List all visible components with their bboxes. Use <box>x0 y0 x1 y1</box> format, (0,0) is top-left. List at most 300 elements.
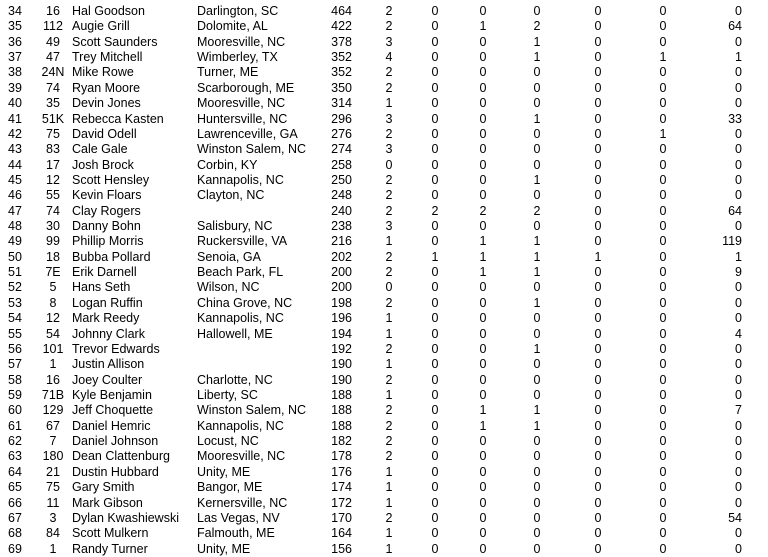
points-cell: 276 <box>331 126 352 141</box>
car-number-cell: 1 <box>49 357 57 372</box>
points-cell: 198 <box>331 295 352 310</box>
hometown-cell: Locust, NC <box>197 434 259 449</box>
poles-cell: 0 <box>594 526 602 541</box>
laps-led-cell: 4 <box>735 326 742 341</box>
points-cell: 176 <box>331 464 352 479</box>
laps-led-cell: 0 <box>735 96 742 111</box>
car-number-cell: 129 <box>42 403 64 418</box>
hometown-cell: Huntersville, NC <box>197 111 288 126</box>
hometown-cell: Wilson, NC <box>197 280 260 295</box>
wins-cell: 0 <box>431 65 439 80</box>
stat-cell: 1 <box>659 126 667 141</box>
car-number-cell: 12 <box>46 311 60 326</box>
top-10-cell: 0 <box>533 219 541 234</box>
car-number-cell: 75 <box>46 126 60 141</box>
top-10-cell: 1 <box>533 50 541 65</box>
starts-cell: 1 <box>385 357 393 372</box>
position-cell: 68 <box>8 526 22 541</box>
driver-name-cell: Mark Reedy <box>72 311 140 326</box>
driver-name-cell: Logan Ruffin <box>72 295 143 310</box>
driver-name-cell: Mike Rowe <box>72 65 134 80</box>
poles-cell: 0 <box>594 495 602 510</box>
laps-led-cell: 64 <box>728 203 742 218</box>
hometown-cell: Darlington, SC <box>197 4 279 18</box>
top-5-cell: 1 <box>479 234 487 249</box>
table-row <box>0 542 768 557</box>
wins-cell: 0 <box>431 172 439 187</box>
top-10-cell: 2 <box>533 19 541 34</box>
top-5-cell: 0 <box>479 464 487 479</box>
poles-cell: 0 <box>594 403 602 418</box>
points-cell: 200 <box>331 280 352 295</box>
stat-cell: 0 <box>659 65 667 80</box>
top-5-cell: 0 <box>479 295 487 310</box>
top-10-cell: 1 <box>533 265 541 280</box>
driver-name-cell: Daniel Hemric <box>72 418 151 433</box>
top-5-cell: 0 <box>479 280 487 295</box>
points-cell: 350 <box>331 80 352 95</box>
driver-name-cell: Scott Hensley <box>72 172 150 187</box>
points-cell: 258 <box>331 157 352 172</box>
stat-cell: 0 <box>659 80 667 95</box>
laps-led-cell: 54 <box>728 510 742 525</box>
table-row <box>0 357 768 372</box>
stat-cell: 0 <box>659 418 667 433</box>
driver-name-cell: Dean Clattenburg <box>72 449 170 464</box>
car-number-cell: 8 <box>49 295 57 310</box>
starts-cell: 2 <box>385 172 393 187</box>
stat-cell: 0 <box>659 280 667 295</box>
poles-cell: 0 <box>594 111 602 126</box>
position-cell: 67 <box>8 510 22 525</box>
stat-cell: 0 <box>659 19 667 34</box>
driver-name-cell: Hans Seth <box>72 280 131 295</box>
table-row <box>0 434 768 449</box>
wins-cell: 0 <box>431 526 439 541</box>
wins-cell: 0 <box>431 19 439 34</box>
table-row <box>0 81 768 96</box>
driver-name-cell: Augie Grill <box>72 19 130 34</box>
top-5-cell: 0 <box>479 311 487 326</box>
position-cell: 63 <box>8 449 22 464</box>
starts-cell: 2 <box>385 249 393 264</box>
points-cell: 188 <box>331 403 352 418</box>
starts-cell: 3 <box>385 142 393 157</box>
driver-name-cell: Josh Brock <box>72 157 134 172</box>
stat-cell: 0 <box>659 510 667 525</box>
points-cell: 216 <box>331 234 352 249</box>
hometown-cell: Mooresville, NC <box>197 34 286 49</box>
top-5-cell: 1 <box>479 418 487 433</box>
starts-cell: 3 <box>385 111 393 126</box>
table-row <box>0 234 768 249</box>
car-number-cell: 47 <box>46 50 60 65</box>
wins-cell: 0 <box>431 157 439 172</box>
starts-cell: 4 <box>385 50 393 65</box>
car-number-cell: 18 <box>46 249 60 264</box>
poles-cell: 0 <box>594 326 602 341</box>
hometown-cell: Liberty, SC <box>197 388 258 402</box>
driver-name-cell: Kevin Floars <box>72 188 142 203</box>
starts-cell: 2 <box>385 403 393 418</box>
stat-cell: 0 <box>659 526 667 541</box>
laps-led-cell: 64 <box>728 19 742 34</box>
stat-cell: 0 <box>659 219 667 234</box>
position-cell: 41 <box>8 111 22 126</box>
points-cell: 238 <box>331 219 352 234</box>
starts-cell: 2 <box>385 510 393 525</box>
points-cell: 314 <box>331 96 352 111</box>
points-cell: 178 <box>331 449 352 464</box>
poles-cell: 0 <box>594 510 602 525</box>
hometown-cell: Ruckersville, VA <box>197 234 288 249</box>
car-number-cell: 51K <box>41 111 65 126</box>
top-5-cell: 0 <box>479 541 487 556</box>
starts-cell: 1 <box>385 326 393 341</box>
poles-cell: 0 <box>594 434 602 449</box>
stat-cell: 0 <box>659 541 667 556</box>
wins-cell: 0 <box>431 295 439 310</box>
hometown-cell: Mooresville, NC <box>197 96 286 111</box>
points-cell: 202 <box>331 249 352 264</box>
top-5-cell: 0 <box>479 188 487 203</box>
car-number-cell: 71B <box>41 388 65 402</box>
stat-cell: 0 <box>659 96 667 111</box>
top-5-cell: 1 <box>479 249 487 264</box>
starts-cell: 1 <box>385 234 393 249</box>
poles-cell: 0 <box>594 311 602 326</box>
top-5-cell: 0 <box>479 526 487 541</box>
poles-cell: 0 <box>594 188 602 203</box>
points-cell: 190 <box>331 357 352 372</box>
table-row <box>0 311 768 326</box>
points-cell: 188 <box>331 388 352 402</box>
poles-cell: 0 <box>594 280 602 295</box>
driver-name-cell: Scott Saunders <box>72 34 158 49</box>
top-5-cell: 0 <box>479 219 487 234</box>
table-row <box>0 204 768 219</box>
starts-cell: 2 <box>385 341 393 356</box>
starts-cell: 1 <box>385 495 393 510</box>
top-5-cell: 0 <box>479 495 487 510</box>
top-5-cell: 0 <box>479 96 487 111</box>
laps-led-cell: 0 <box>735 541 742 556</box>
table-row <box>0 19 768 34</box>
poles-cell: 0 <box>594 295 602 310</box>
wins-cell: 0 <box>431 126 439 141</box>
table-row <box>0 96 768 111</box>
starts-cell: 2 <box>385 418 393 433</box>
poles-cell: 0 <box>594 4 602 18</box>
position-cell: 66 <box>8 495 22 510</box>
table-row <box>0 342 768 357</box>
table-row <box>0 327 768 342</box>
position-cell: 59 <box>8 388 22 402</box>
stat-cell: 0 <box>659 188 667 203</box>
table-row <box>0 50 768 65</box>
stat-cell: 0 <box>659 172 667 187</box>
wins-cell: 1 <box>431 249 439 264</box>
position-cell: 43 <box>8 142 22 157</box>
top-5-cell: 0 <box>479 341 487 356</box>
starts-cell: 0 <box>385 157 393 172</box>
table-row <box>0 480 768 495</box>
poles-cell: 0 <box>594 372 602 387</box>
hometown-cell: Turner, ME <box>197 65 259 80</box>
laps-led-cell: 0 <box>735 495 742 510</box>
top-10-cell: 0 <box>533 434 541 449</box>
top-5-cell: 1 <box>479 19 487 34</box>
laps-led-cell: 0 <box>735 188 742 203</box>
points-cell: 192 <box>331 341 352 356</box>
stat-cell: 0 <box>659 388 667 402</box>
wins-cell: 0 <box>431 280 439 295</box>
car-number-cell: 30 <box>46 219 60 234</box>
car-number-cell: 1 <box>49 541 57 556</box>
top-10-cell: 1 <box>533 403 541 418</box>
starts-cell: 2 <box>385 19 393 34</box>
stat-cell: 0 <box>659 4 667 18</box>
table-row <box>0 112 768 127</box>
car-number-cell: 83 <box>46 142 60 157</box>
stat-cell: 0 <box>659 464 667 479</box>
top-5-cell: 0 <box>479 80 487 95</box>
wins-cell: 0 <box>431 311 439 326</box>
position-cell: 40 <box>8 96 22 111</box>
position-cell: 50 <box>8 249 22 264</box>
wins-cell: 0 <box>431 4 439 18</box>
points-cell: 240 <box>331 203 352 218</box>
table-row <box>0 219 768 234</box>
car-number-cell: 11 <box>46 495 60 510</box>
top-10-cell: 1 <box>533 111 541 126</box>
table-row <box>0 173 768 188</box>
driver-name-cell: Bubba Pollard <box>72 249 151 264</box>
driver-name-cell: Randy Turner <box>72 541 148 556</box>
wins-cell: 0 <box>431 234 439 249</box>
top-10-cell: 1 <box>533 34 541 49</box>
car-number-cell: 49 <box>46 34 60 49</box>
stat-cell: 0 <box>659 234 667 249</box>
car-number-cell: 99 <box>46 234 60 249</box>
starts-cell: 2 <box>385 80 393 95</box>
wins-cell: 0 <box>431 341 439 356</box>
driver-name-cell: Dylan Kwashiewski <box>72 510 179 525</box>
hometown-cell: Kannapolis, NC <box>197 172 284 187</box>
driver-name-cell: Clay Rogers <box>72 203 141 218</box>
hometown-cell: Unity, ME <box>197 464 251 479</box>
hometown-cell: Wimberley, TX <box>197 50 278 65</box>
table-row <box>0 419 768 434</box>
laps-led-cell: 0 <box>735 418 742 433</box>
car-number-cell: 180 <box>42 449 64 464</box>
starts-cell: 1 <box>385 541 393 556</box>
position-cell: 34 <box>8 4 22 18</box>
starts-cell: 1 <box>385 311 393 326</box>
points-cell: 194 <box>331 326 352 341</box>
position-cell: 36 <box>8 34 22 49</box>
car-number-cell: 5 <box>49 280 57 295</box>
hometown-cell: Kannapolis, NC <box>197 418 284 433</box>
poles-cell: 0 <box>594 480 602 495</box>
points-cell: 464 <box>331 4 352 18</box>
driver-name-cell: Devin Jones <box>72 96 141 111</box>
driver-name-cell: Ryan Moore <box>72 80 141 95</box>
position-cell: 51 <box>8 265 22 280</box>
position-cell: 35 <box>8 19 22 34</box>
stat-cell: 0 <box>659 265 667 280</box>
laps-led-cell: 0 <box>735 311 742 326</box>
position-cell: 45 <box>8 172 22 187</box>
points-cell: 182 <box>331 434 352 449</box>
wins-cell: 0 <box>431 388 439 402</box>
hometown-cell: Charlotte, NC <box>197 372 273 387</box>
points-cell: 172 <box>331 495 352 510</box>
top-5-cell: 0 <box>479 50 487 65</box>
poles-cell: 0 <box>594 265 602 280</box>
top-10-cell: 0 <box>533 280 541 295</box>
top-10-cell: 0 <box>533 142 541 157</box>
wins-cell: 0 <box>431 480 439 495</box>
wins-cell: 0 <box>431 265 439 280</box>
hometown-cell: Winston Salem, NC <box>197 142 307 157</box>
car-number-cell: 54 <box>46 326 60 341</box>
top-10-cell: 0 <box>533 96 541 111</box>
hometown-cell: Dolomite, AL <box>197 19 268 34</box>
top-10-cell: 0 <box>533 188 541 203</box>
starts-cell: 2 <box>385 295 393 310</box>
points-cell: 190 <box>331 372 352 387</box>
wins-cell: 0 <box>431 464 439 479</box>
poles-cell: 0 <box>594 357 602 372</box>
starts-cell: 2 <box>385 372 393 387</box>
laps-led-cell: 0 <box>735 219 742 234</box>
table-row <box>0 511 768 526</box>
car-number-cell: 21 <box>46 464 60 479</box>
hometown-cell: Unity, ME <box>197 541 251 556</box>
car-number-cell: 35 <box>46 96 60 111</box>
hometown-cell: Kannapolis, NC <box>197 311 284 326</box>
top-10-cell: 1 <box>533 234 541 249</box>
poles-cell: 0 <box>594 388 602 402</box>
hometown-cell: Bangor, ME <box>197 480 263 495</box>
poles-cell: 0 <box>594 157 602 172</box>
hometown-cell: Mooresville, NC <box>197 449 286 464</box>
poles-cell: 0 <box>594 65 602 80</box>
position-cell: 37 <box>8 50 22 65</box>
stat-cell: 1 <box>659 50 667 65</box>
points-cell: 200 <box>331 265 352 280</box>
top-5-cell: 0 <box>479 4 487 18</box>
position-cell: 58 <box>8 372 22 387</box>
position-cell: 44 <box>8 157 22 172</box>
car-number-cell: 7 <box>49 434 57 449</box>
hometown-cell: Falmouth, ME <box>197 526 275 541</box>
driver-name-cell: Justin Allison <box>72 357 145 372</box>
top-10-cell: 0 <box>533 510 541 525</box>
table-row <box>0 142 768 157</box>
wins-cell: 0 <box>431 326 439 341</box>
hometown-cell: Hallowell, ME <box>197 326 273 341</box>
wins-cell: 0 <box>431 96 439 111</box>
driver-name-cell: David Odell <box>72 126 137 141</box>
points-cell: 352 <box>331 65 352 80</box>
starts-cell: 2 <box>385 434 393 449</box>
top-10-cell: 0 <box>533 4 541 18</box>
driver-name-cell: Mark Gibson <box>72 495 143 510</box>
laps-led-cell: 1 <box>735 50 742 65</box>
laps-led-cell: 0 <box>735 142 742 157</box>
poles-cell: 0 <box>594 172 602 187</box>
top-5-cell: 0 <box>479 357 487 372</box>
car-number-cell: 3 <box>49 510 57 525</box>
wins-cell: 0 <box>431 372 439 387</box>
laps-led-cell: 7 <box>735 403 742 418</box>
driver-name-cell: Erik Darnell <box>72 265 137 280</box>
car-number-cell: 75 <box>46 480 60 495</box>
hometown-cell: Corbin, KY <box>197 157 258 172</box>
top-10-cell: 0 <box>533 357 541 372</box>
poles-cell: 0 <box>594 126 602 141</box>
points-cell: 274 <box>331 142 352 157</box>
position-cell: 69 <box>8 541 22 556</box>
top-10-cell: 0 <box>533 464 541 479</box>
laps-led-cell: 1 <box>735 249 742 264</box>
car-number-cell: 74 <box>46 203 60 218</box>
table-row <box>0 188 768 203</box>
top-10-cell: 1 <box>533 418 541 433</box>
poles-cell: 0 <box>594 50 602 65</box>
laps-led-cell: 119 <box>722 234 742 249</box>
top-5-cell: 0 <box>479 65 487 80</box>
driver-name-cell: Jeff Choquette <box>72 403 154 418</box>
points-cell: 250 <box>331 172 352 187</box>
points-cell: 352 <box>331 50 352 65</box>
table-row <box>0 280 768 295</box>
top-5-cell: 0 <box>479 111 487 126</box>
position-cell: 56 <box>8 341 22 356</box>
top-10-cell: 0 <box>533 311 541 326</box>
points-cell: 196 <box>331 311 352 326</box>
table-row <box>0 35 768 50</box>
starts-cell: 2 <box>385 203 393 218</box>
laps-led-cell: 33 <box>728 111 742 126</box>
top-5-cell: 0 <box>479 34 487 49</box>
wins-cell: 0 <box>431 142 439 157</box>
hometown-cell: Senoia, GA <box>197 249 261 264</box>
table-row <box>0 158 768 173</box>
position-cell: 46 <box>8 188 22 203</box>
top-5-cell: 0 <box>479 449 487 464</box>
stat-cell: 0 <box>659 372 667 387</box>
points-cell: 378 <box>331 34 352 49</box>
top-5-cell: 0 <box>479 326 487 341</box>
top-5-cell: 1 <box>479 403 487 418</box>
position-cell: 55 <box>8 326 22 341</box>
wins-cell: 0 <box>431 510 439 525</box>
top-5-cell: 0 <box>479 142 487 157</box>
table-row <box>0 296 768 311</box>
top-10-cell: 0 <box>533 126 541 141</box>
top-10-cell: 0 <box>533 80 541 95</box>
table-row <box>0 4 768 19</box>
car-number-cell: 17 <box>46 157 60 172</box>
points-cell: 422 <box>331 19 352 34</box>
points-cell: 296 <box>331 111 352 126</box>
top-5-cell: 0 <box>479 434 487 449</box>
top-5-cell: 0 <box>479 172 487 187</box>
laps-led-cell: 0 <box>735 34 742 49</box>
